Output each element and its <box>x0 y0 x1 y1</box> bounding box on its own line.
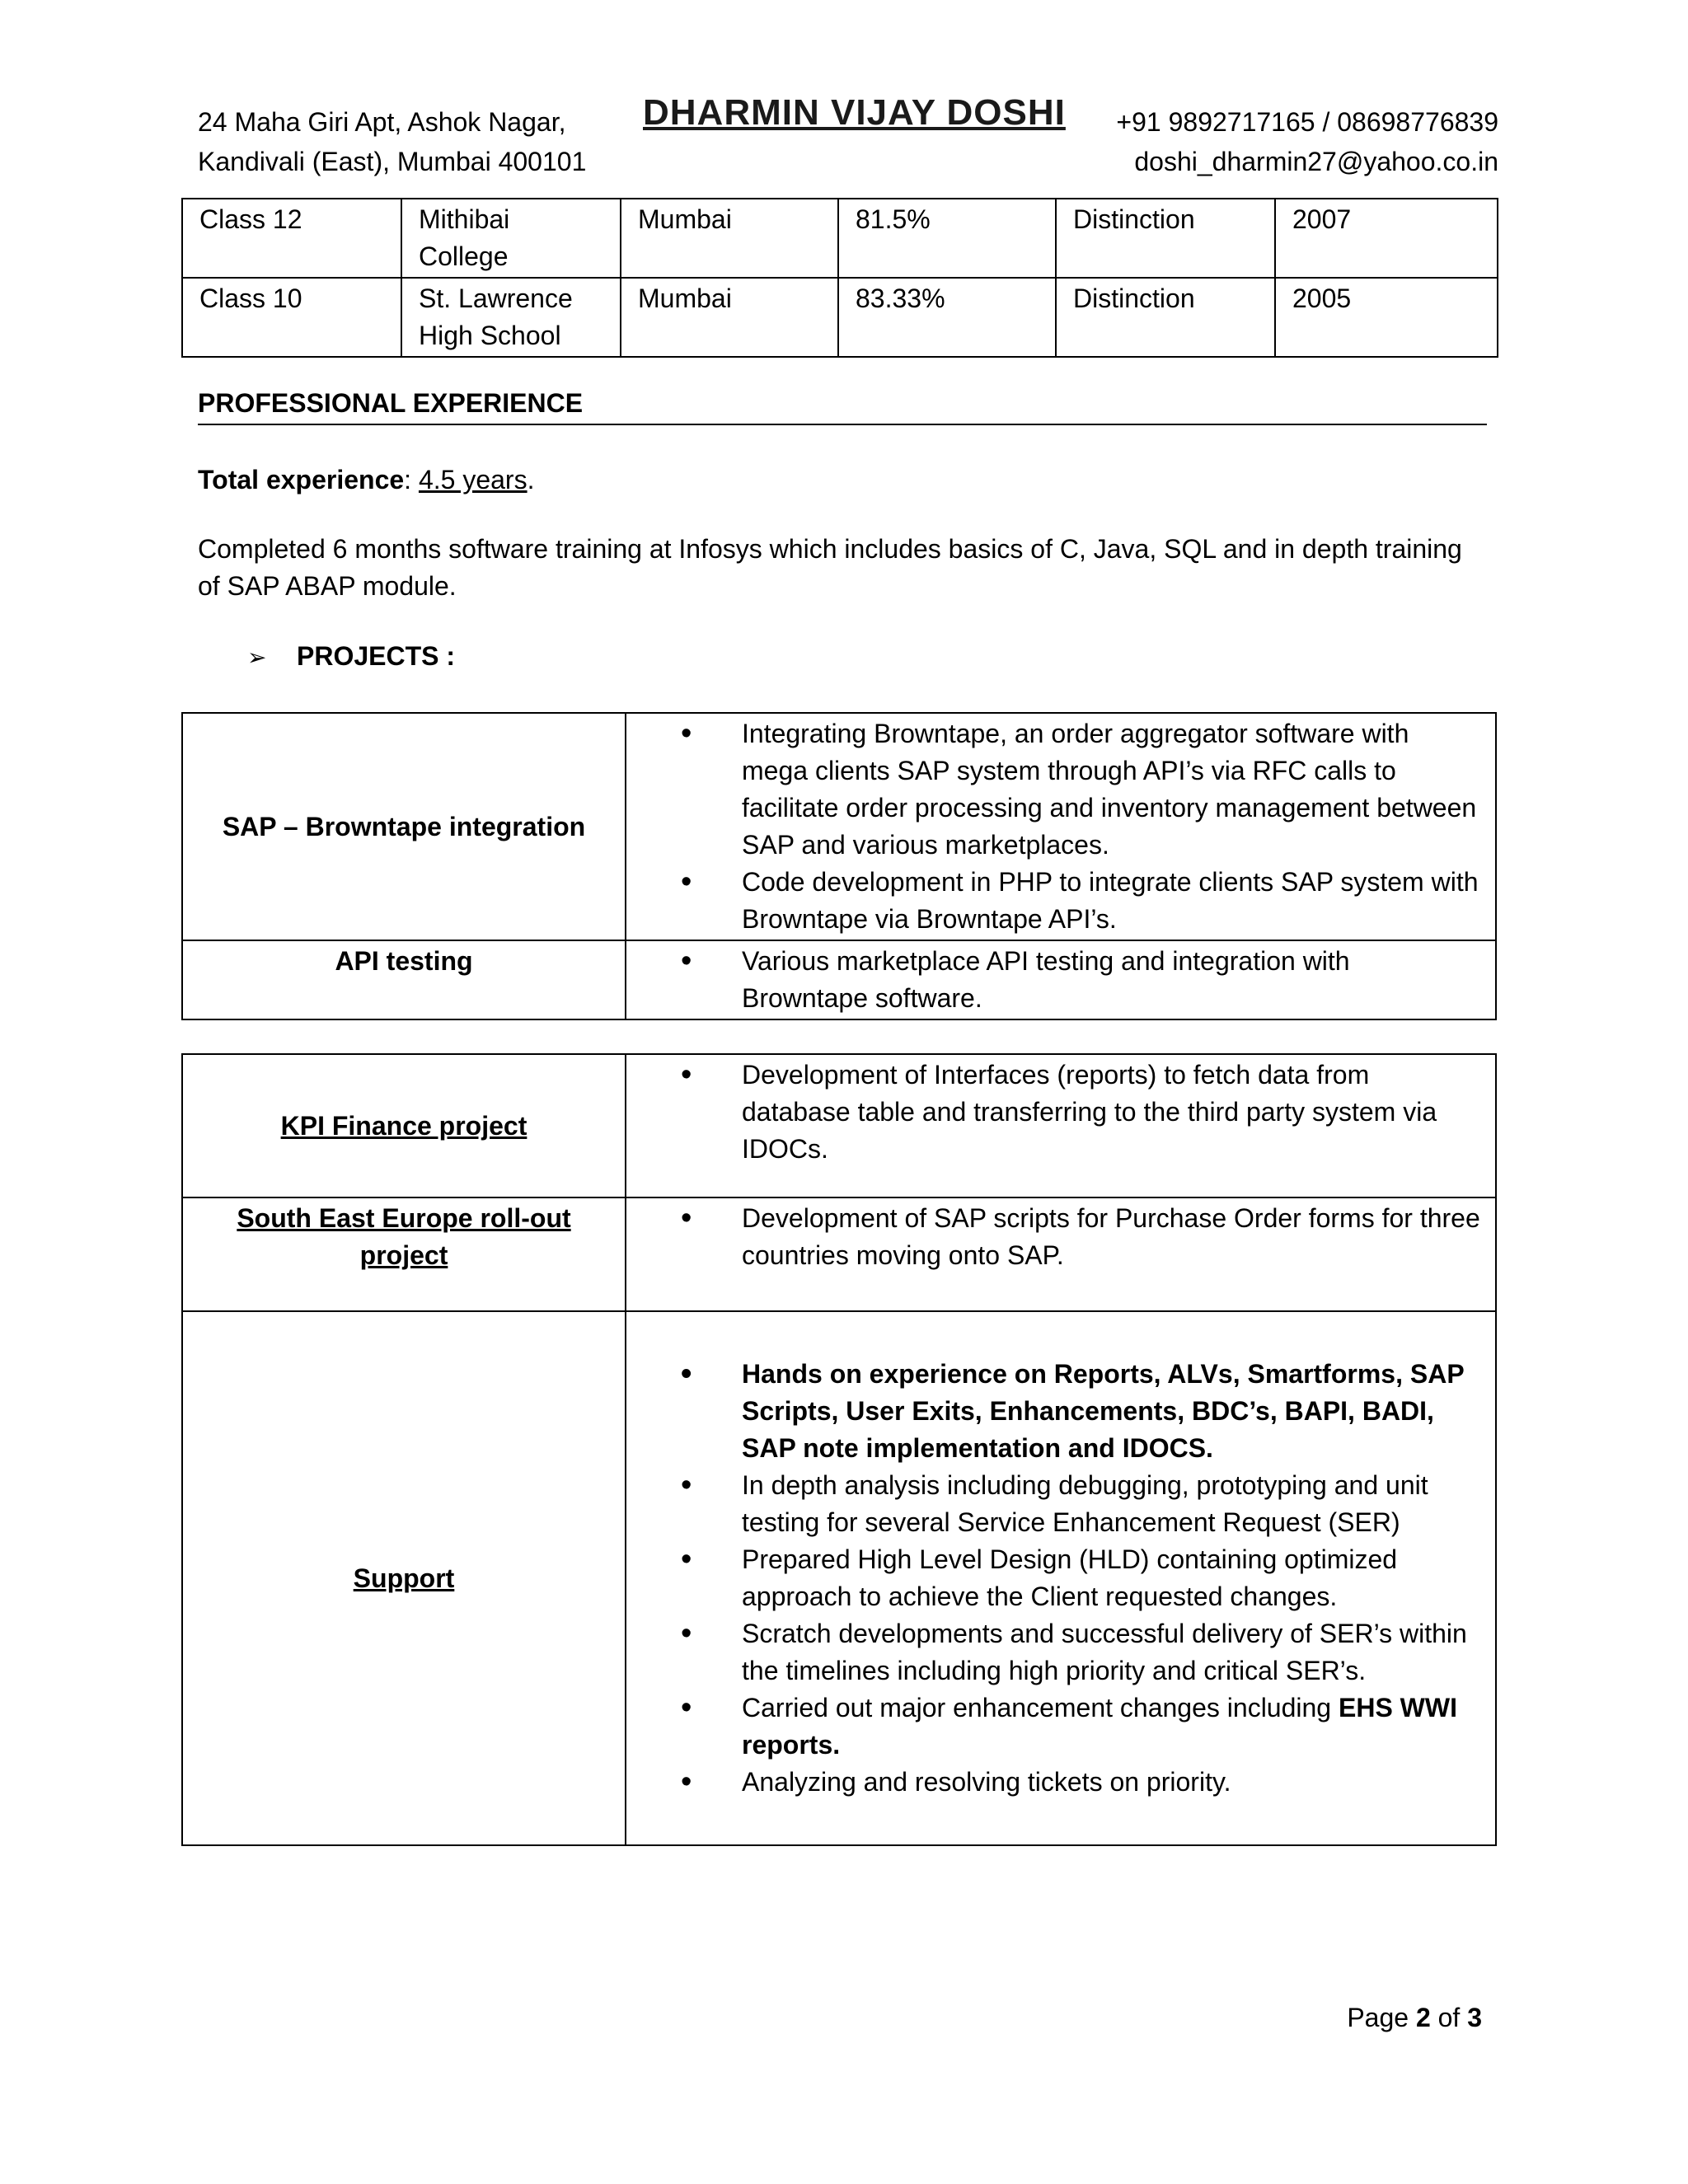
edu-institution: St. Lawrence High School <box>401 278 621 357</box>
total-experience-sep: : <box>404 465 419 494</box>
project-details <box>626 1311 1496 1845</box>
table-row <box>182 199 1498 278</box>
list-item: • Development of Interfaces (reports) to fetch data from database table and transferring to the third party system via IDOCs. <box>626 1057 1482 1168</box>
edu-city: Mumbai <box>621 199 838 278</box>
page-total: 3 <box>1467 2003 1482 2032</box>
list-item: • Hands on experience on Reports, ALVs, Smartforms, SAP Scripts, User Exits, Enhancements, BDC’s, BAPI, BADI, SAP note implementation and IDOCS. <box>626 1356 1482 1467</box>
bullet-list <box>626 1356 1482 1801</box>
edu-score: 83.33% <box>838 278 1056 357</box>
education-table <box>181 198 1498 358</box>
edu-grade: Distinction <box>1056 199 1275 278</box>
project-title-text: SAP – Browntape integration <box>222 811 586 841</box>
project-title <box>182 1311 626 1845</box>
project-details <box>626 1054 1496 1197</box>
edu-level: Class 10 <box>182 278 401 357</box>
project-title <box>182 1054 626 1197</box>
project-title-text: API testing <box>335 946 473 976</box>
of-word: of <box>1430 2003 1468 2032</box>
project-details <box>626 713 1496 940</box>
total-experience <box>198 462 1484 499</box>
section-title-experience: PROFESSIONAL EXPERIENCE <box>198 384 1487 425</box>
project-title-text: South East Europe roll-out project <box>237 1203 571 1270</box>
list-item: • Code development in PHP to integrate clients SAP system with Browntape via Browntape API’s. <box>626 864 1482 938</box>
project-title-text: Support <box>353 1563 455 1593</box>
list-item <box>626 1690 1482 1764</box>
projects-table-2 <box>181 1053 1497 1846</box>
page-number <box>1347 1998 1482 2037</box>
projects-table-1 <box>181 712 1497 1020</box>
bullet-list <box>626 1200 1482 1274</box>
list-item: • Development of SAP scripts for Purchase Order forms for three countries moving onto SAP. <box>626 1200 1482 1274</box>
project-details <box>626 1197 1496 1311</box>
list-item: • Prepared High Level Design (HLD) containing optimized approach to achieve the Client requested changes. <box>626 1541 1482 1615</box>
project-title <box>182 1197 626 1311</box>
bullet-list <box>626 715 1482 938</box>
total-experience-label: Total experience <box>198 465 405 494</box>
list-item: • Scratch developments and successful delivery of SER’s within the timelines including high priority and critical SER’s. <box>626 1615 1482 1690</box>
project-title-text: KPI Finance project <box>280 1110 528 1141</box>
candidate-name: DHARMIN VIJAY DOSHI <box>643 92 1066 133</box>
page-current: 2 <box>1415 2003 1431 2032</box>
edu-grade: Distinction <box>1056 278 1275 357</box>
project-title <box>182 713 626 940</box>
bullet-list <box>626 943 1482 1017</box>
table-row <box>182 1054 1496 1197</box>
table-row <box>182 278 1498 357</box>
project-details <box>626 940 1496 1019</box>
table-row <box>182 1311 1496 1845</box>
table-row <box>182 713 1496 940</box>
table-row <box>182 1197 1496 1311</box>
page-word: Page <box>1347 2003 1416 2032</box>
list-item: • In depth analysis including debugging, prototyping and unit testing for several Service Enhancement Request (SER) <box>626 1467 1482 1541</box>
list-item: • Integrating Browntape, an order aggregator software with mega clients SAP system through API’s via RFC calls to facilitate order processing and inventory management between SAP and various marketplaces. <box>626 715 1482 864</box>
edu-level: Class 12 <box>182 199 401 278</box>
bullet-list <box>626 1057 1482 1168</box>
list-item: • Various marketplace API testing and integration with Browntape software. <box>626 943 1482 1017</box>
training-paragraph: Completed 6 months software training at Infosys which includes basics of C, Java, SQL and in depth training of SAP ABAP module. <box>198 534 1462 601</box>
total-experience-end: . <box>527 465 535 494</box>
address-line-1: 24 Maha Giri Apt, Ashok Nagar, <box>198 107 566 137</box>
edu-year: 2005 <box>1275 278 1498 357</box>
edu-score: 81.5% <box>838 199 1056 278</box>
list-item: • Analyzing and resolving tickets on priority. <box>626 1764 1482 1801</box>
projects-heading <box>247 638 455 676</box>
edu-city: Mumbai <box>621 278 838 357</box>
table-row <box>182 940 1496 1019</box>
arrow-bullet-icon: ➢ <box>247 644 267 670</box>
project-title <box>182 940 626 1019</box>
email-address: doshi_dharmin27@yahoo.co.in <box>1134 147 1498 176</box>
list-item-text: Carried out major enhancement changes including <box>742 1693 1339 1722</box>
total-experience-value: 4.5 years <box>418 465 528 494</box>
projects-heading-label: PROJECTS : <box>297 641 456 671</box>
edu-institution: Mithibai College <box>401 199 621 278</box>
list-item-bold-text: EHS WWI reports. <box>742 1693 1457 1760</box>
address-line-2: Kandivali (East), Mumbai 400101 <box>198 147 587 176</box>
phone-number: +91 9892717165 / 08698776839 <box>1116 107 1498 137</box>
edu-year: 2007 <box>1275 199 1498 278</box>
